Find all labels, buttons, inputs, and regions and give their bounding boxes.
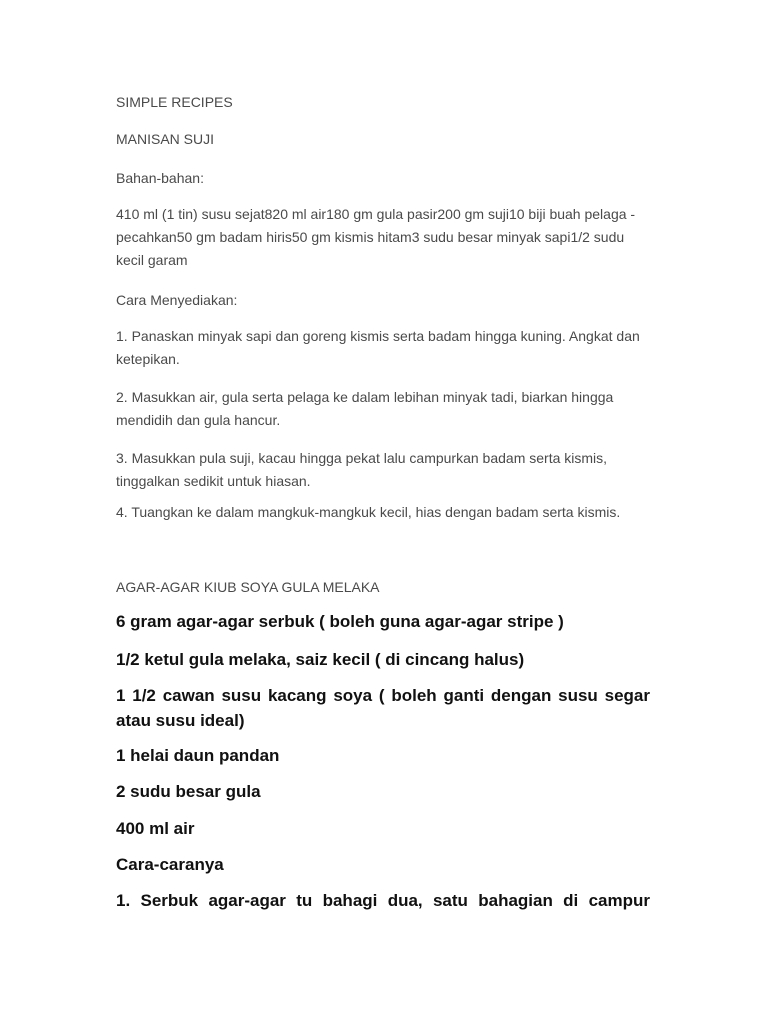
ingredient-item: 2 sudu besar gula — [116, 782, 261, 801]
recipe-title-agar-agar: AGAR-AGAR KIUB SOYA GULA MELAKA — [116, 579, 380, 595]
step-3: 3. Masukkan pula suji, kacau hingga pekat lalu campurkan badam serta kismis, tinggalkan sedikit untuk hiasan. — [116, 450, 608, 489]
method-heading-2: Cara-caranya — [116, 855, 224, 874]
document-title: SIMPLE RECIPES — [116, 94, 233, 110]
method-heading: Cara Menyediakan: — [116, 292, 238, 308]
step-1: 1. Panaskan minyak sapi dan goreng kismis serta badam hingga kuning. Angkat dan ketepikan. — [116, 328, 640, 367]
ingredient-item: 1 1/2 cawan susu kacang soya ( boleh ganti dengan susu segar atau susu ideal) — [116, 686, 650, 730]
step-1-partial: 1. Serbuk agar-agar tu bahagi dua, satu bahagian di campur — [116, 891, 650, 910]
ingredient-item: 1 helai daun pandan — [116, 746, 280, 765]
ingredient-item: 1/2 ketul gula melaka, saiz kecil ( di cincang halus) — [116, 650, 525, 669]
ingredients-heading: Bahan-bahan: — [116, 170, 204, 186]
step-4: 4. Tuangkan ke dalam mangkuk-mangkuk kecil, hias dengan badam serta kismis. — [116, 504, 621, 520]
ingredient-item: 400 ml air — [116, 819, 195, 838]
ingredient-item: 6 gram agar-agar serbuk ( boleh guna agar-agar stripe ) — [116, 612, 564, 631]
step-2: 2. Masukkan air, gula serta pelaga ke dalam lebihan minyak tadi, biarkan hingga mendidih dan gula hancur. — [116, 389, 614, 428]
recipe-title-manisan-suji: MANISAN SUJI — [116, 131, 215, 147]
ingredients-paragraph: 410 ml (1 tin) susu sejat820 ml air180 gm gula pasir200 gm suji10 biji buah pelaga - pecahkan50 gm badam hiris50 gm kismis hitam3 sudu besar minyak sapi1/2 sudu kecil garam — [116, 206, 636, 268]
